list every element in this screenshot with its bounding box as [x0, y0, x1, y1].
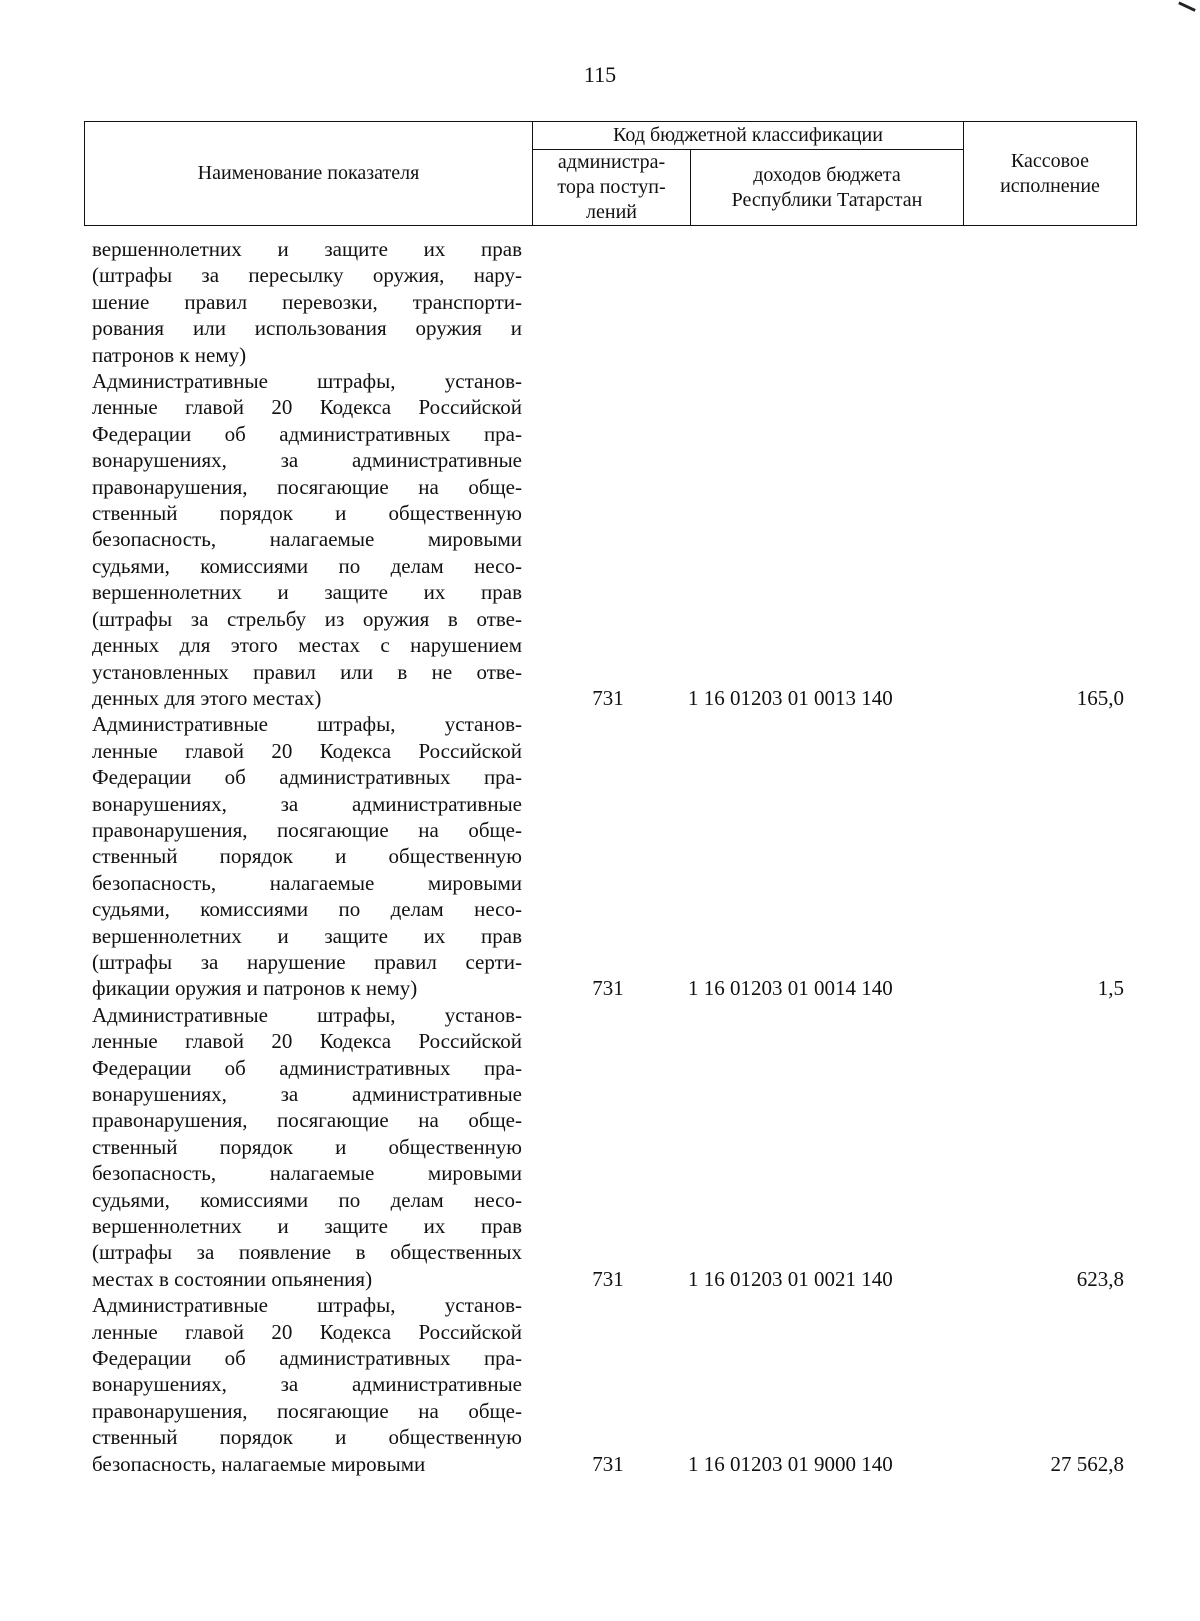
indicator-name-line: ственный порядок и общественную — [92, 1425, 522, 1450]
indicator-name-line: вершеннолетних и защите их прав — [92, 923, 522, 948]
header-name-cell — [85, 122, 533, 226]
header-admin-label-line: лений — [586, 201, 637, 223]
indicator-name-line: безопасность, налагаемые мировыми — [92, 527, 522, 552]
indicator-name-line: вонарушениях, за административные — [92, 448, 522, 473]
indicator-name-line: фикации оружия и патронов к нему) — [92, 976, 418, 1001]
header-code-cell — [691, 150, 964, 226]
admin-code: 731 — [592, 1451, 624, 1476]
indicator-name-line: патронов к нему) — [92, 342, 247, 367]
indicator-name-line: вершеннолетних и защите их прав — [92, 580, 522, 605]
indicator-name-line: установленных правил или в не отве- — [92, 659, 522, 684]
indicator-name-line: судьями, комиссиями по делам несо- — [92, 553, 522, 578]
indicator-name — [92, 1002, 522, 1292]
budget-code: 1 16 01203 01 9000 140 — [688, 1451, 893, 1476]
indicator-name-line: Административные штрафы, установ- — [92, 369, 522, 394]
indicator-name-line: ственный порядок и общественную — [92, 501, 522, 526]
table-row — [92, 368, 1136, 711]
table-row — [92, 711, 1136, 1001]
indicator-name — [92, 368, 522, 711]
indicator-name-line: ленные главой 20 Кодекса Российской — [92, 395, 522, 420]
indicator-name-line: Федерации об административных пра- — [92, 765, 522, 790]
admin-code: 731 — [592, 1266, 624, 1291]
header-admin-cell — [533, 150, 691, 226]
table-body — [92, 236, 1136, 1477]
indicator-name-line: (штрафы за нарушение правил серти- — [92, 949, 522, 974]
header-code-group-label: Код бюджетной классификации — [613, 124, 883, 146]
indicator-name — [92, 236, 522, 368]
indicator-name-line: правонарушения, посягающие на обще- — [92, 817, 522, 842]
budget-code: 1 16 01203 01 0013 140 — [688, 685, 893, 710]
indicator-name-line: рования или использования оружия и — [92, 316, 522, 341]
cash-execution-amount: 1,5 — [1097, 976, 1124, 1001]
indicator-name-line: Административные штрафы, установ- — [92, 1293, 522, 1318]
indicator-name-line: правонарушения, посягающие на обще- — [92, 474, 522, 499]
indicator-name — [92, 711, 522, 1001]
indicator-name-line: Федерации об административных пра- — [92, 421, 522, 446]
header-code-group-cell — [533, 122, 964, 150]
indicator-name-line: (штрафы за стрельбу из оружия в отве- — [92, 606, 522, 631]
table-row — [92, 1002, 1136, 1292]
cash-execution-amount: 27 562,8 — [1050, 1451, 1124, 1476]
indicator-name — [92, 1292, 522, 1477]
scan-mark — [1178, 0, 1200, 12]
budget-code: 1 16 01203 01 0021 140 — [688, 1266, 893, 1291]
header-amount-cell — [964, 122, 1137, 226]
page-number: 115 — [583, 62, 617, 87]
table-header — [84, 121, 1137, 226]
indicator-name-line: судьями, комиссиями по делам несо- — [92, 897, 522, 922]
indicator-name-line: шение правил перевозки, транспорти- — [92, 289, 522, 314]
header-amount-label-line: исполнение — [1000, 174, 1100, 197]
indicator-name-line: денных для этого местах) — [92, 685, 322, 710]
indicator-name-line: вонарушениях, за административные — [92, 791, 522, 816]
header-amount-label-line: Кассовое — [1010, 149, 1090, 172]
indicator-name-line: безопасность, налагаемые мировыми — [92, 870, 522, 895]
header-admin-label-line: тора поступ- — [557, 176, 666, 198]
header-code-label-line: Республики Татарстан — [731, 188, 923, 211]
budget-code: 1 16 01203 01 0014 140 — [688, 976, 893, 1001]
cash-execution-amount: 623,8 — [1076, 1266, 1124, 1291]
indicator-name-line: безопасность, налагаемые мировыми — [92, 1161, 522, 1186]
indicator-name-line: ственный порядок и общественную — [92, 1134, 522, 1159]
indicator-name-line: Федерации об административных пра- — [92, 1055, 522, 1080]
indicator-name-line: ленные главой 20 Кодекса Российской — [92, 1029, 522, 1054]
header-code-label-line: доходов бюджета — [753, 163, 901, 186]
table-row — [92, 1292, 1136, 1477]
header-admin-label-line: администра- — [557, 151, 666, 173]
indicator-name-line: ленные главой 20 Кодекса Российской — [92, 1319, 522, 1344]
indicator-name-line: судьями, комиссиями по делам несо- — [92, 1187, 522, 1212]
admin-code: 731 — [592, 685, 624, 710]
header-name-label: Наименование показателя — [197, 162, 420, 184]
indicator-name-line: правонарушения, посягающие на обще- — [92, 1398, 522, 1423]
table-row — [92, 236, 1136, 368]
indicator-name-line: вонарушениях, за административные — [92, 1082, 522, 1106]
indicator-name-line: Федерации об административных пра- — [92, 1346, 522, 1371]
indicator-name-line: Административные штрафы, установ- — [92, 1002, 522, 1027]
indicator-name-line: безопасность, налагаемые мировыми — [92, 1451, 426, 1476]
indicator-name-line: вершеннолетних и защите их прав — [92, 1214, 522, 1239]
indicator-name-line: правонарушения, посягающие на обще- — [92, 1108, 522, 1133]
indicator-name-line: ленные главой 20 Кодекса Российской — [92, 738, 522, 763]
indicator-name-line: денных для этого местах с нарушением — [92, 633, 522, 658]
indicator-name-line: вонарушениях, за административные — [92, 1372, 522, 1397]
cash-execution-amount: 165,0 — [1076, 685, 1124, 710]
indicator-name-line: местах в состоянии опьянения) — [92, 1266, 373, 1291]
indicator-name-line: вершеннолетних и защите их прав — [92, 237, 522, 261]
admin-code: 731 — [592, 976, 624, 1001]
indicator-name-line: (штрафы за пересылку оружия, нару- — [92, 263, 522, 288]
indicator-name-line: ственный порядок и общественную — [92, 844, 522, 869]
indicator-name-line: Административные штрафы, установ- — [92, 712, 522, 737]
indicator-name-line: (штрафы за появление в общественных — [92, 1240, 522, 1265]
